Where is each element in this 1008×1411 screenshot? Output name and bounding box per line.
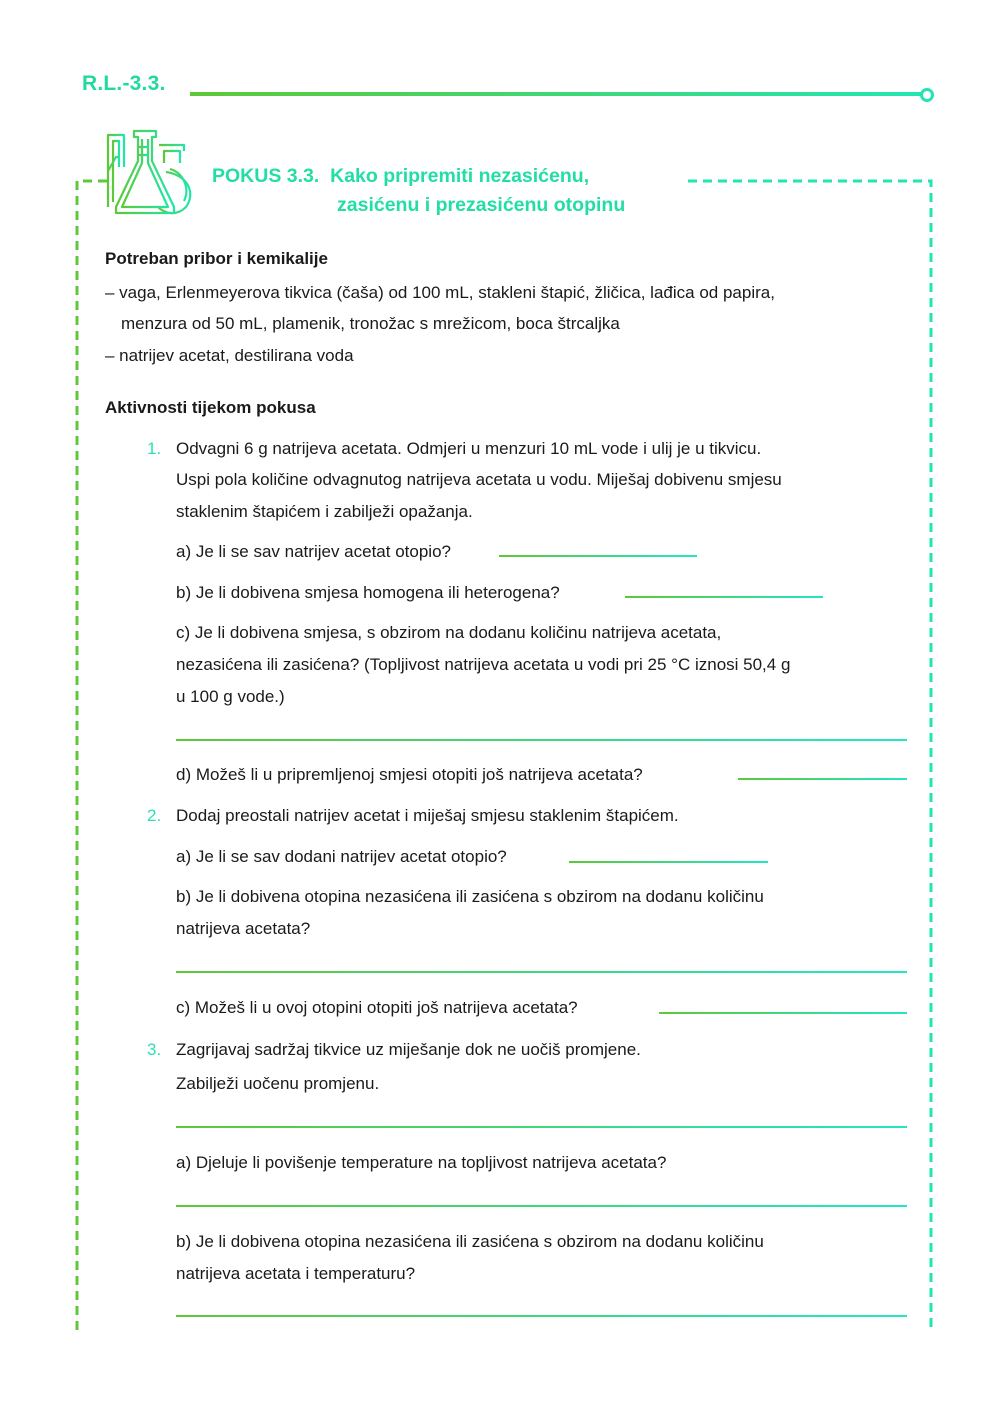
activities-heading: Aktivnosti tijekom pokusa — [105, 398, 316, 417]
question-text: natrijeva acetata i temperaturu? — [176, 1264, 416, 1283]
experiment-title-line2: zasićenu i prezasićenu otopinu — [337, 194, 626, 216]
lab-flasks-icon — [104, 127, 200, 217]
question-text: b) Je li dobivena otopina nezasićena ili zasićena s obzirom na dodanu količinu — [176, 1232, 764, 1251]
answer-line[interactable] — [569, 861, 768, 863]
answer-line[interactable] — [625, 596, 823, 598]
answer-line[interactable] — [176, 971, 907, 973]
answer-line[interactable] — [176, 1315, 907, 1317]
question-text: a) Djeluje li povišenje temperature na topljivost natrijeva acetata? — [176, 1153, 667, 1172]
step-text: Zagrijavaj sadržaj tikvice uz miješanje dok ne uočiš promjene. — [176, 1040, 641, 1059]
materials-heading: Potreban pribor i kemikalije — [105, 249, 328, 268]
answer-line[interactable] — [499, 555, 697, 557]
answer-line[interactable] — [176, 739, 907, 741]
worksheet-code: R.L.-3.3. — [82, 72, 166, 95]
step-text: Odvagni 6 g natrijeva acetata. Odmjeri u menzuri 10 mL vode i ulij je u tikvicu. — [176, 439, 762, 458]
question-text: b) Je li dobivena otopina nezasićena ili zasićena s obzirom na dodanu količinu — [176, 887, 764, 906]
step-text: Zabilježi uočenu promjenu. — [176, 1074, 380, 1093]
question-text: nezasićena ili zasićena? (Topljivost natrijeva acetata u vodi pri 25 °C iznosi 50,4 g — [176, 655, 791, 674]
materials-line: menzura od 50 mL, plamenik, tronožac s mrežicom, boca štrcaljka — [121, 314, 620, 333]
question-text: natrijeva acetata? — [176, 919, 311, 938]
question-text: c) Je li dobivena smjesa, s obzirom na dodanu količinu natrijeva acetata, — [176, 623, 722, 642]
step-text: staklenim štapićem i zabilježi opažanja. — [176, 502, 473, 521]
materials-line: – vaga, Erlenmeyerova tikvica (čaša) od 100 mL, stakleni štapić, žličica, lađica od papira, — [105, 283, 775, 302]
answer-line[interactable] — [176, 1205, 907, 1207]
step-number: 1. — [147, 439, 162, 458]
question-text: c) Možeš li u ovoj otopini otopiti još natrijeva acetata? — [176, 998, 578, 1017]
question-text: d) Možeš li u pripremljenoj smjesi otopiti još natrijeva acetata? — [176, 765, 643, 784]
question-text: b) Je li dobivena smjesa homogena ili heterogena? — [176, 583, 560, 602]
question-text: a) Je li se sav dodani natrijev acetat otopio? — [176, 847, 507, 866]
experiment-title-line1: POKUS 3.3. Kako pripremiti nezasićenu, — [212, 165, 590, 187]
question-text: a) Je li se sav natrijev acetat otopio? — [176, 542, 451, 561]
step-number: 3. — [147, 1040, 162, 1059]
answer-line[interactable] — [176, 1126, 907, 1128]
step-text: Dodaj preostali natrijev acetat i miješaj smjesu staklenim štapićem. — [176, 806, 679, 825]
answer-line[interactable] — [738, 778, 907, 780]
step-text: Uspi pola količine odvagnutog natrijeva acetata u vodu. Miješaj dobivenu smjesu — [176, 470, 782, 489]
materials-line: – natrijev acetat, destilirana voda — [105, 346, 354, 365]
step-number: 2. — [147, 806, 162, 825]
answer-line[interactable] — [659, 1012, 907, 1014]
question-text: u 100 g vode.) — [176, 687, 285, 706]
